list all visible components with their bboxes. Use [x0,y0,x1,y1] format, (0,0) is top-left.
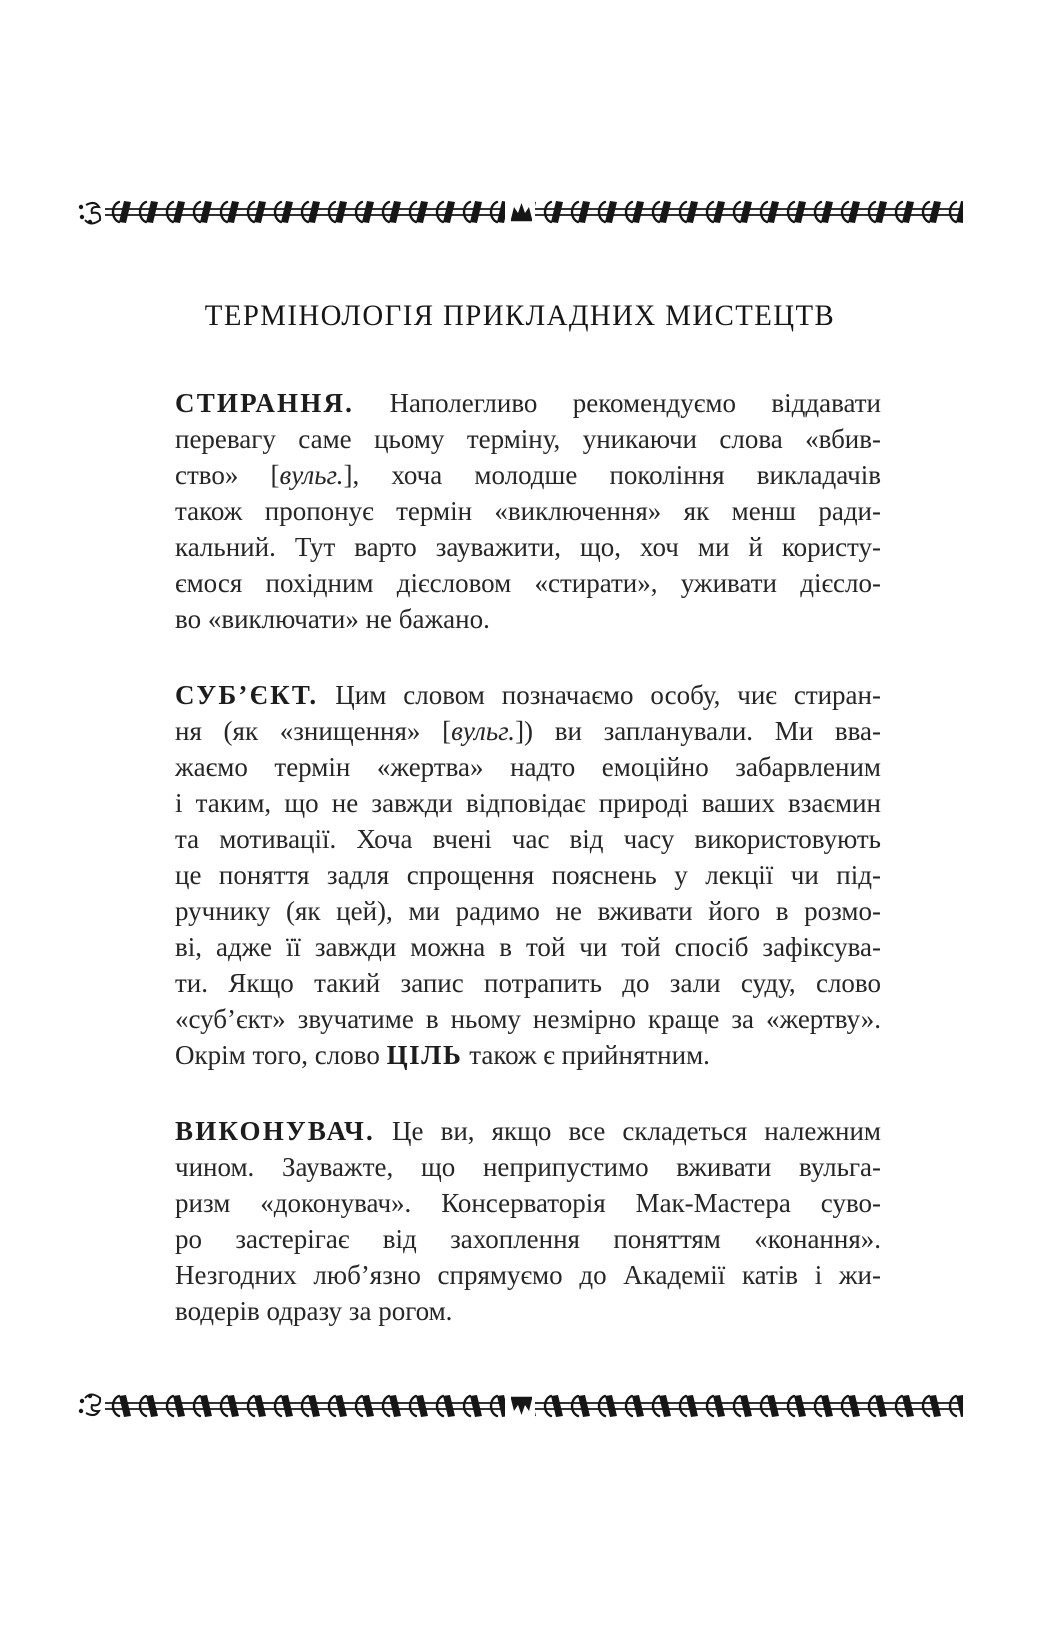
body-text: ]) ви запланували. Ми вва- [515,716,881,746]
text-line [175,1257,881,1293]
body-text: ство» [ [175,460,280,490]
rope-border-icon [75,1392,965,1420]
italic-note: вульг. [279,460,344,490]
body-text: це поняття задля спрощення пояснень у лекції чи під- [175,860,881,890]
text-line [175,493,881,529]
text-line [175,857,881,893]
body-text: ві, адже її завжди можна в той чи той спосіб зафіксува- [175,932,881,962]
term-lead: СТИРАННЯ. [175,388,355,418]
text-line [175,713,881,749]
rope-border-icon [75,198,965,226]
body-text: чином. Зауважте, що неприпустимо вживати вульга- [175,1152,881,1182]
body-text: «суб’єкт» звучатиме в ньому незмірно краще за «жертву». [175,1004,881,1034]
body-text: ризм «доконувач». Консерваторія Мак-Мастера суво- [175,1188,881,1218]
text-line [175,1149,881,1185]
bold-term: ЦІЛЬ [386,1040,463,1070]
ornament-border-top [75,198,965,226]
body-text: та мотивації. Хоча вчені час від часу використовують [175,824,881,854]
body-text: ручнику (як цей), ми радимо не вживати його в розмо- [175,896,881,926]
text-line [175,749,881,785]
text-line [175,1185,881,1221]
paragraph-vykonuvach [175,1113,881,1329]
text-line [175,529,881,565]
italic-note: вульг. [451,716,516,746]
text-line [175,385,881,421]
text-line [175,457,881,493]
paragraph-styrannia [175,385,881,637]
text-line [175,601,881,637]
body-text: і таким, що не завжди відповідає природі ваших взаємин [175,788,881,818]
body-text: Цим словом позначаємо особу, чиє стиран- [318,680,881,710]
body-text: Наполегливо рекомендуємо віддавати [354,388,881,418]
body-text: во «виключати» не бажано. [175,604,490,634]
text-line [175,785,881,821]
paragraph-subiekt [175,677,881,1073]
body-text: ня (як «знищення» [ [175,716,452,746]
text-line [175,677,881,713]
body-text: водерів одразу за рогом. [175,1296,453,1326]
body-text: жаємо термін «жертва» надто емоційно забарвленим [175,752,881,782]
body-text: Це ви, якщо все складеться належним [375,1116,881,1146]
page-paragraphs [175,385,881,1369]
text-line [175,1037,881,1073]
text-line [175,893,881,929]
body-text: також є прийнятним. [462,1040,710,1070]
text-line [175,1001,881,1037]
body-text: ро застерігає від захоплення поняттям «конання». [175,1224,881,1254]
term-lead: ВИКОНУВАЧ. [175,1116,376,1146]
term-lead: СУБ’ЄКТ. [175,680,319,710]
body-text: ], хоча молодше покоління викладачів [343,460,881,490]
body-text: перевагу саме цьому терміну, уникаючи слова «вбив- [175,424,881,454]
body-text: кальний. Тут варто зауважити, що, хоч ми й користу- [175,532,881,562]
ornament-border-bottom [75,1392,965,1420]
text-line [175,421,881,457]
body-text: Окрім того, слово [175,1040,387,1070]
text-line [175,1113,881,1149]
text-line [175,965,881,1001]
text-line [175,1293,881,1329]
text-line [175,929,881,965]
body-text: також пропонує термін «виключення» як менш ради- [175,496,881,526]
body-text: ти. Якщо такий запис потрапить до зали суду, слово [175,968,881,998]
text-line [175,821,881,857]
body-text: ємося похідним дієсловом «стирати», уживати дієсло- [175,568,881,598]
body-text: Незгодних люб’язно спрямуємо до Академії катів і жи- [175,1260,881,1290]
text-line [175,565,881,601]
page-title: ТЕРМІНОЛОГІЯ ПРИКЛАДНИХ МИСТЕЦТВ [204,299,836,332]
text-line [175,1221,881,1257]
